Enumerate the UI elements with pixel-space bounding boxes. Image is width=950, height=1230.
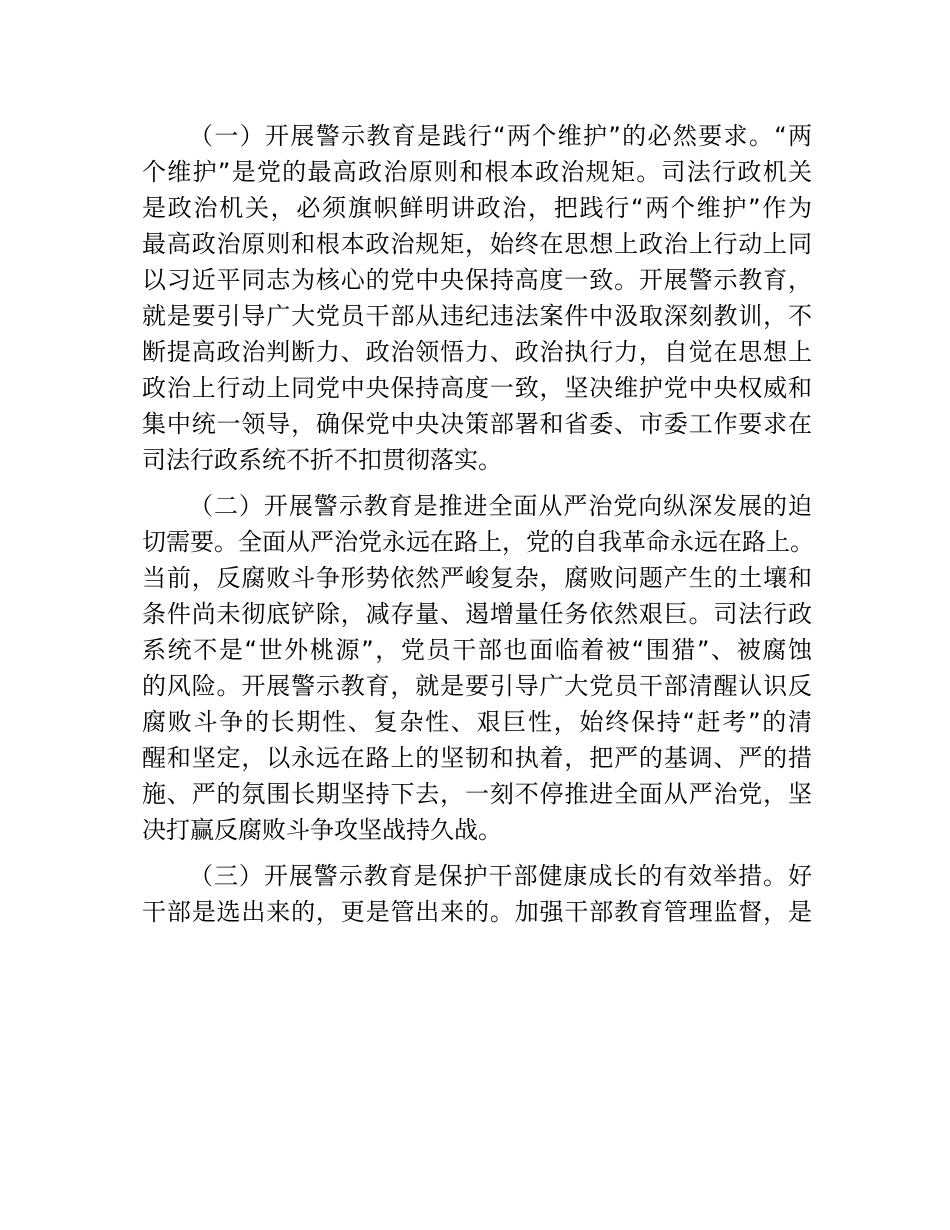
paragraph-line: （一）开展警示教育是践行“两个维护”的必然要求。“两	[189, 122, 812, 150]
paragraph-spacer	[142, 478, 812, 488]
paragraph-line: 决打赢反腐败斗争攻坚战持久战。	[142, 816, 502, 844]
paragraph-line: 腐败斗争的长期性、复杂性、艰巨性，始终保持“赶考”的清	[142, 708, 812, 736]
paragraph-line: 是政治机关，必须旗帜鲜明讲政治，把践行“两个维护”作为	[142, 194, 812, 222]
paragraph-line: 断提高政治判断力、政治领悟力、政治执行力，自觉在思想上	[142, 338, 812, 366]
paragraph-line: 司法行政系统不折不扣贯彻落实。	[142, 446, 502, 474]
paragraph-line: 的风险。开展警示教育，就是要引导广大党员干部清醒认识反	[142, 672, 812, 700]
paragraph-1	[142, 118, 812, 478]
paragraph-line: 切需要。全面从严治党永远在路上，党的自我革命永远在路上。	[142, 528, 814, 556]
paragraph-line: 个维护”是党的最高政治原则和根本政治规矩。司法行政机关	[142, 158, 812, 186]
paragraph-line: 集中统一领导，确保党中央决策部署和省委、市委工作要求在	[142, 410, 812, 438]
paragraph-line: （三）开展警示教育是保护干部健康成长的有效举措。好	[189, 862, 812, 890]
paragraph-line: 施、严的氛围长期坚持下去，一刻不停推进全面从严治党，坚	[142, 780, 812, 808]
paragraph-line: 最高政治原则和根本政治规矩，始终在思想上政治上行动上同	[142, 230, 812, 258]
paragraph-line: （二）开展警示教育是推进全面从严治党向纵深发展的迫	[189, 492, 812, 520]
document-page	[142, 118, 812, 930]
paragraph-line: 以习近平同志为核心的党中央保持高度一致。开展警示教育，	[142, 266, 812, 294]
paragraph-line: 政治上行动上同党中央保持高度一致，坚决维护党中央权威和	[142, 374, 812, 402]
paragraph-line: 系统不是“世外桃源”，党员干部也面临着被“围猎”、被腐蚀	[142, 636, 812, 664]
paragraph-line: 醒和坚定，以永远在路上的坚韧和执着，把严的基调、严的措	[142, 744, 812, 772]
paragraph-line: 当前，反腐败斗争形势依然严峻复杂，腐败问题产生的土壤和	[142, 564, 812, 592]
paragraph-3	[142, 858, 812, 930]
paragraph-line: 条件尚未彻底铲除，减存量、遏增量任务依然艰巨。司法行政	[142, 600, 812, 628]
paragraph-line: 干部是选出来的，更是管出来的。加强干部教育管理监督，是	[142, 898, 812, 926]
paragraph-2	[142, 488, 812, 848]
paragraph-line: 就是要引导广大党员干部从违纪违法案件中汲取深刻教训，不	[142, 302, 812, 330]
paragraph-spacer	[142, 848, 812, 858]
